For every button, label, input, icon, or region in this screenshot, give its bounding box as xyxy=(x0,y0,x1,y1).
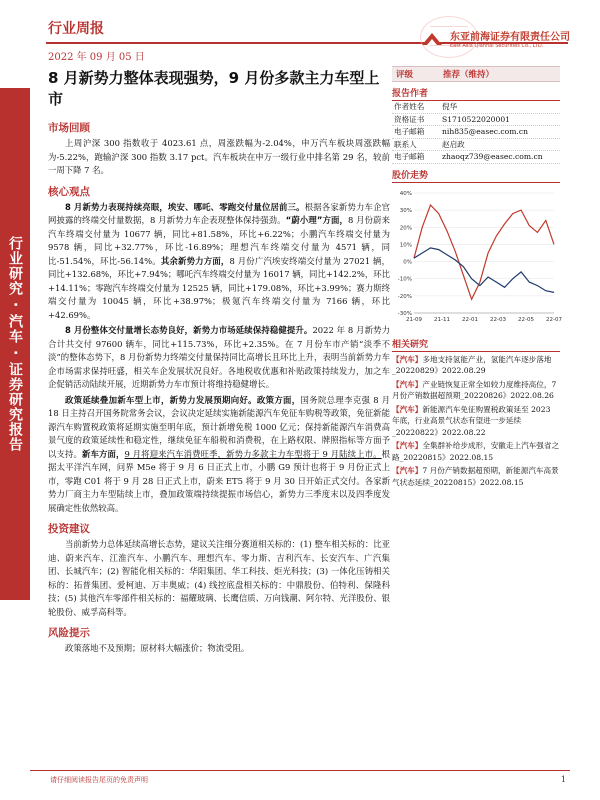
analyst-heading: 报告作者 xyxy=(392,86,560,101)
views-p1-text-c: 8 月份广汽埃安终端交付量为 27021 辆，同比+132.68%，环比+7.94%；哪吒汽车终端交付量为 16017 辆，同比+142.2%，环比+14.11%；零跑汽车终端交付量为 12525 辆，同比+179.08%，环比+3.99%；赛力斯终端交付量为 10045 辆，环比+38.97%；极氪汽车终端交付量为 7166 辆，环比+42.69%。 xyxy=(48,255,390,320)
x-tick-label: 22-01 xyxy=(462,316,478,323)
related-item[interactable] xyxy=(392,354,560,377)
logo-icon xyxy=(420,29,444,49)
report-type: 行业周报 xyxy=(48,21,104,37)
main-column xyxy=(48,68,390,656)
analyst-key: 电子邮箱 xyxy=(394,127,425,136)
report-header xyxy=(30,8,570,66)
related-item[interactable] xyxy=(392,379,560,402)
views-p1-sub2: 其余新势力方面， xyxy=(160,255,230,266)
related-list xyxy=(392,354,560,489)
views-paragraph-1 xyxy=(48,201,390,323)
invest-intro: 当前新势力总体延续高增长态势，建议关注细分赛道相关标的： xyxy=(65,539,300,549)
analyst-row xyxy=(392,114,560,127)
brand-logo xyxy=(420,28,570,49)
report-date: 2022 年 09 月 05 日 xyxy=(48,52,145,63)
y-tick-label: 40% xyxy=(399,190,412,197)
chart-heading: 股价走势 xyxy=(392,168,560,183)
y-tick-label: -10% xyxy=(397,276,412,283)
analyst-key: 资格证书 xyxy=(394,114,425,124)
analyst-value: 赵启政 xyxy=(442,139,465,149)
analyst-value[interactable]: nih835@easec.com.cn xyxy=(442,127,528,136)
views-p3-text-b: 根据太平洋汽车网，问界 M5e 将于 9 月 6 日正式上市，小鹏 G9 预计也将于 9 月份正式上市，零跑 C01 将于 9 月 28 日正式上市，蔚来 ET5 将于 9 月 30 日开始正式交付。各家新势力厂商主力车型陆续上市，叠加政策端持续提振市场信心，新势力三季度末以及四季度发展确定性依然较高。 xyxy=(48,448,390,513)
page-number: 1 xyxy=(560,775,566,784)
left-category-band xyxy=(0,88,30,600)
related-tag: 【汽车】 xyxy=(392,354,423,364)
section-heading-market: 市场回顾 xyxy=(48,122,90,134)
views-p3-lead: 政策延续叠加新车型上市，新势力发展预期向好。政策方面， xyxy=(65,394,301,405)
related-text: 多地支持氢能产业，氢能汽车逐步落地_20220829》2022.08.29 xyxy=(392,354,552,375)
stock-chart xyxy=(392,185,560,333)
related-tag: 【汽车】 xyxy=(392,379,423,389)
rating-bar xyxy=(392,66,560,82)
related-item[interactable] xyxy=(392,440,560,463)
analyst-value: 倪华 xyxy=(442,102,458,111)
analyst-value: S1710522020001 xyxy=(442,114,511,124)
stock-chart-svg xyxy=(392,185,560,333)
analyst-key: 联系人 xyxy=(394,139,417,149)
analyst-key: 电子邮箱 xyxy=(394,152,425,161)
views-p1-text: 根据各家新势力车企官网披露的终端交付量数据，8 月新势力车企表现整体保持强劲。 xyxy=(48,201,391,225)
y-tick-label: 30% xyxy=(399,207,412,214)
x-tick-label: 22-07 xyxy=(546,316,562,323)
x-tick-label: 22-03 xyxy=(490,316,506,323)
analyst-row xyxy=(392,139,560,152)
x-tick-label: 21-11 xyxy=(434,316,450,323)
views-p3-text: 国务院总理李克强 8 月 18 日主持召开国务院常务会议，会议决定延续实施新能源汽车免征车购税等政策，免征新能源汽车购置税政策将延期实施至明年底，预计新增免税 1000 亿元；保持新能源汽车消费高景气度的政策延续性和稳定性，继续免征车船税和消费税，在上路权限、牌照指标等方面予以支持。 xyxy=(48,394,390,459)
related-tag: 【汽车】 xyxy=(392,466,423,475)
views-p1-lead: 8 月新势力表现持续亮眼，埃安、哪吒、零跑交付量位居前三。 xyxy=(65,201,305,212)
analyst-value[interactable]: zhaoqz739@easec.com.cn xyxy=(442,152,543,161)
analyst-row xyxy=(392,101,560,114)
section-heading-invest: 投资建议 xyxy=(48,523,90,535)
views-paragraph-3 xyxy=(48,394,390,516)
y-tick-label: 20% xyxy=(399,224,412,231)
series-line xyxy=(414,205,554,299)
views-p3-underlined: 9 月将迎来汽车消费旺季，新势力多款主力车型将于 9 月陆续上市。 xyxy=(124,448,382,459)
views-p2-lead: 8 月份整体交付量增长态势良好，新势力市场延续保持稳健提升。 xyxy=(65,325,313,335)
y-tick-label: 10% xyxy=(399,241,412,248)
views-p1-text-b: 8 月份蔚来汽车终端交付量为 10677 辆，同比+81.58%，环比+6.22%；小鹏汽车终端交付量为 9578 辆，同比+32.77%，环比-16.89%；理想汽车终端交付量为 4571 辆，同比-51.54%，环比-56.14%。 xyxy=(48,215,390,266)
rating-value: 推荐（维持） xyxy=(443,70,495,80)
related-heading: 相关研究 xyxy=(392,337,560,352)
analyst-row xyxy=(392,151,560,164)
brand-name: 东亚前海证券有限责任公司 xyxy=(450,32,570,43)
market-paragraph: 上周沪深 300 指数收于 4023.61 点，周涨跌幅为-2.04%，申万汽车板块周涨跌幅为-5.22%，跑输沪深 300 指数 3.17 pct。汽车板块在申万一级行业中排名第 29 名，较前一周下降 7 名。 xyxy=(48,138,390,175)
related-text: 7 月份产销数据超预期，新能源汽车高景气状态延续_20220815》2022.08.15 xyxy=(392,466,559,487)
invest-paragraph xyxy=(48,538,390,619)
category-label: 行业研究 · 汽车 · 证券研究报告 xyxy=(7,235,23,453)
series-line xyxy=(414,247,554,292)
y-tick-label: 0% xyxy=(403,259,412,266)
x-tick-label: 22-05 xyxy=(518,316,534,323)
related-tag: 【汽车】 xyxy=(392,404,423,414)
invest-rest: (1) 整车相关标的：比亚迪、蔚来汽车、江淮汽车、小鹏汽车、理想汽车、零力斯、吉利汽车、长安汽车、广汽集团、长城汽车；(2) 智能化相关标的：华阳集团、华工科技、炬光科技；(3) 一体化压铸相关标的：拓普集团、爱柯迪、万丰奥威；(4) 线控底盘相关标的：中鼎股份、伯特利、保隆科技；(5) 其他汽车零部件相关标的：福耀玻璃、长鹰信质、万向钱潮、阿尔特、光洋股份、银轮股份、威孚高科等。 xyxy=(48,539,390,617)
disclaimer-note: 请仔细阅读报告尾页的免责声明 xyxy=(50,776,148,784)
section-heading-views: 核心观点 xyxy=(48,185,90,198)
related-tag: 【汽车】 xyxy=(392,441,423,450)
analyst-key: 作者姓名 xyxy=(394,102,425,111)
rating-label: 评级 xyxy=(396,70,414,80)
related-text: 新能源汽车免征购置税政策延至 2023 年底，行业高景气状态有望进一步延续_20220822》2022.08.22 xyxy=(392,404,551,437)
y-tick-label: -20% xyxy=(397,293,412,300)
y-tick-label: -30% xyxy=(397,310,412,317)
x-tick-label: 21-09 xyxy=(406,316,422,323)
brand-name-en: East Asia Qianhai Securities Co., LTD. xyxy=(450,43,544,49)
views-p1-sub: “蔚小理”方面， xyxy=(285,215,348,225)
analyst-row xyxy=(392,126,560,139)
views-p3-sub: 新车方面， xyxy=(82,448,125,459)
section-heading-risk: 风险提示 xyxy=(48,627,90,639)
views-p2-text: 2022 年 8 月新势力合计共交付 97600 辆车，同比+115.73%，环比+2.35%。在 7 月份车市产销“淡季不淡”的整体态势下，8 月份新势力终端交付量保持同比高增长且环比上升，表明当前新势力车企市场需求保持旺盛，相关车企发展状况良好。各地税收优惠和补贴政策持续发力，加之车企促销活动陆续开展，近期新势力车市预计将维持稳健增长。 xyxy=(48,325,390,389)
related-text: 全集群补给步成形，安徽走上汽车强省之路_20220815》2022.08.15 xyxy=(392,441,560,462)
footer xyxy=(30,770,570,784)
related-item[interactable] xyxy=(392,465,560,488)
risk-paragraph: 政策落地不及预期；原材料大幅涨价；物流受阻。 xyxy=(65,643,250,653)
related-text: 产业链恢复正常全如较力度维持高位，7 月份产销数据超预期_20220826》2022.08.26 xyxy=(392,379,557,400)
page-title: 8 月新势力整体表现强势，9 月份多款主力车型上市 xyxy=(48,69,380,108)
views-paragraph-2 xyxy=(48,324,390,392)
sidebar xyxy=(392,66,560,488)
analyst-list xyxy=(392,101,560,164)
related-item[interactable] xyxy=(392,404,560,439)
